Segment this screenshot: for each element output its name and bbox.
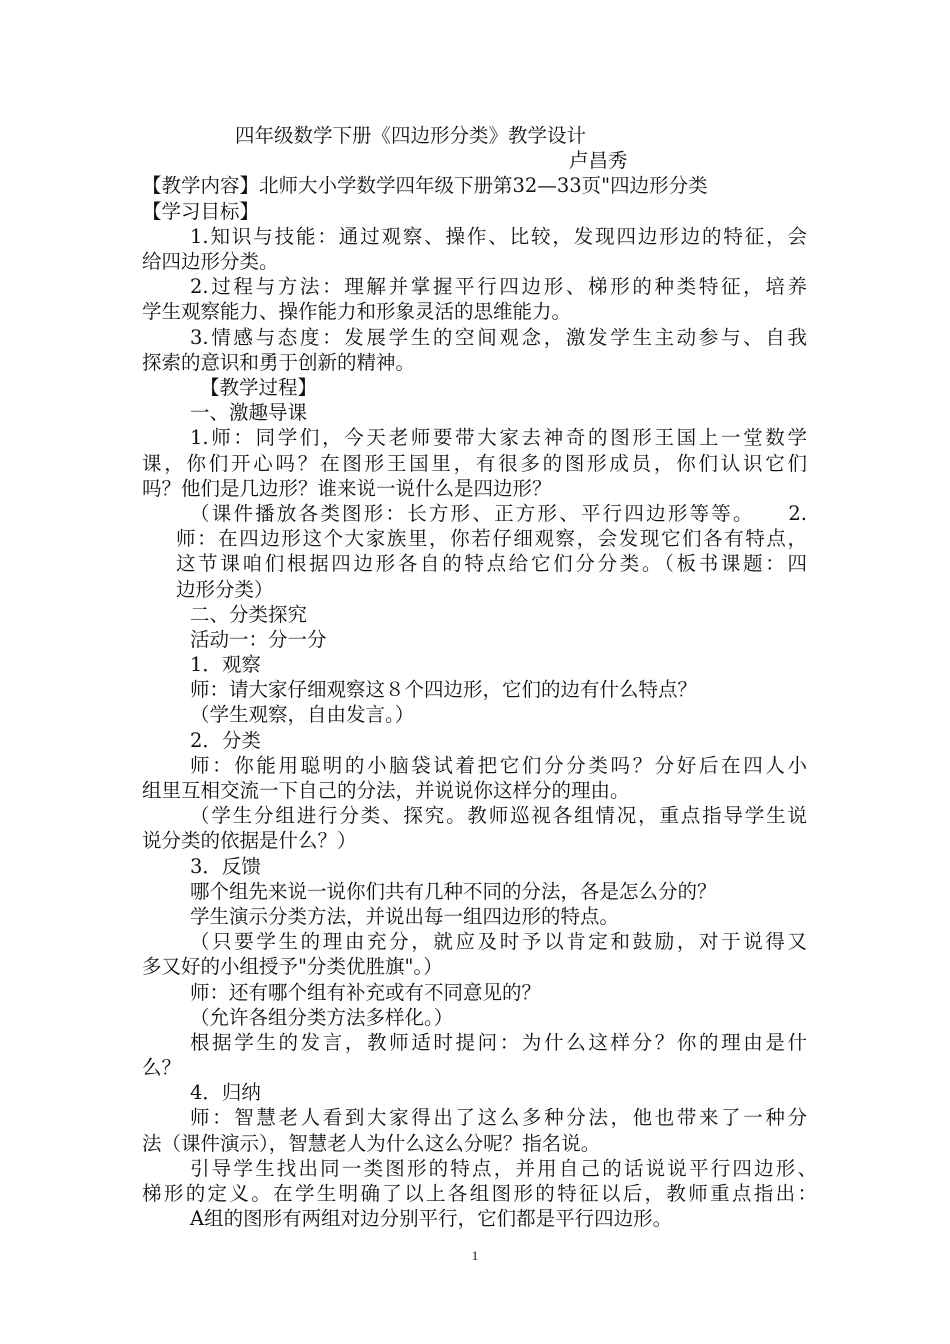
text-line: 学生演示分类方法，并说出每一组四边形的特点。 <box>190 905 620 928</box>
section-heading: 一、激趣导课 <box>190 401 308 424</box>
text-line: 法（课件演示），智慧老人为什么这么分呢？指名说。 <box>142 1132 601 1155</box>
text-line: 活动一：分一分 <box>190 628 327 651</box>
text-line: 【教学内容】北师大小学数学四年级下册第32—33页"四边形分类 <box>142 174 708 197</box>
section-heading: 【教学过程】 <box>200 376 318 399</box>
text-line: 师：智慧老人看到大家得出了这么多种分法，他也带来了一种分 <box>190 1106 807 1129</box>
text-line: 根据学生的发言，教师适时提问：为什么这样分？你的理由是什 <box>190 1031 807 1054</box>
text-line: 边形分类） <box>176 578 274 601</box>
text-line: 梯形的定义。在学生明确了以上各组图形的特征以后，教师重点指出： <box>142 1182 817 1205</box>
text-line: （学生分组进行分类、探究。教师巡视各组情况，重点指导学生说 <box>190 804 807 827</box>
text-line: 这节课咱们根据四边形各自的特点给它们分分类。（板书课题：四 <box>176 552 807 575</box>
text-line: 探索的意识和勇于创新的精神。 <box>142 351 416 374</box>
text-line: 么？ <box>142 1056 182 1079</box>
text-line: 2.过程与方法：理解并掌握平行四边形、梯形的种类特征，培养 <box>190 275 807 298</box>
doc-title: 四年级数学下册《四边形分类》教学设计 <box>235 124 587 147</box>
text-line: 4．归纳 <box>190 1081 261 1104</box>
text-line: 引导学生找出同一类图形的特点，并用自己的话说说平行四边形、 <box>190 1157 817 1180</box>
text-line: 师：你能用聪明的小脑袋试着把它们分分类吗？分好后在四人小 <box>190 754 807 777</box>
text-line: 2．分类 <box>190 729 261 752</box>
text-line: 3．反馈 <box>190 855 261 878</box>
text-line: 多又好的小组授予"分类优胜旗"。） <box>142 955 443 978</box>
text-line: 说分类的依据是什么？） <box>142 829 357 852</box>
doc-author: 卢昌秀 <box>569 149 628 172</box>
text-line: 给四边形分类。 <box>142 250 279 273</box>
text-line: 3.情感与态度：发展学生的空间观念，激发学生主动参与、自我 <box>190 326 807 349</box>
text-line: 师：请大家仔细观察这８个四边形，它们的边有什么特点？ <box>190 678 698 701</box>
text-line: 1.师：同学们，今天老师要带大家去神奇的图形王国上一堂数学 <box>190 426 807 449</box>
page-number: 1 <box>471 1248 479 1263</box>
text-line: 学生观察能力、操作能力和形象灵活的思维能力。 <box>142 300 572 323</box>
text-line: A组的图形有两组对边分别平行，它们都是平行四边形。 <box>190 1207 673 1230</box>
text-line: 吗？他们是几边形？谁来说一说什么是四边形？ <box>142 477 552 500</box>
text-line: 【学习目标】 <box>142 200 260 223</box>
text-line: 1.知识与技能：通过观察、操作、比较，发现四边形边的特征，会 <box>190 225 807 248</box>
text-line: （学生观察，自由发言。） <box>190 703 415 726</box>
text-line: 师：在四边形这个大家族里，你若仔细观察，会发现它们各有特点， <box>176 527 807 550</box>
text-line: （只要学生的理由充分，就应及时予以肯定和鼓励，对于说得又 <box>190 930 807 953</box>
text-line: （允许各组分类方法多样化。） <box>190 1006 454 1029</box>
text-line: 组里互相交流一下自己的分法，并说说你这样分的理由。 <box>142 779 630 802</box>
text-line: 哪个组先来说一说你们共有几种不同的分法，各是怎么分的？ <box>190 880 717 903</box>
text-line: （课件播放各类图形：长方形、正方形、平行四边形等等。 2. <box>190 502 807 525</box>
section-heading: 二、分类探究 <box>190 603 308 626</box>
text-line: 1．观察 <box>190 653 261 676</box>
text-line: 师：还有哪个组有补充或有不同意见的？ <box>190 981 542 1004</box>
text-line: 课，你们开心吗？在图形王国里，有很多的图形成员，你们认识它们 <box>142 452 807 475</box>
